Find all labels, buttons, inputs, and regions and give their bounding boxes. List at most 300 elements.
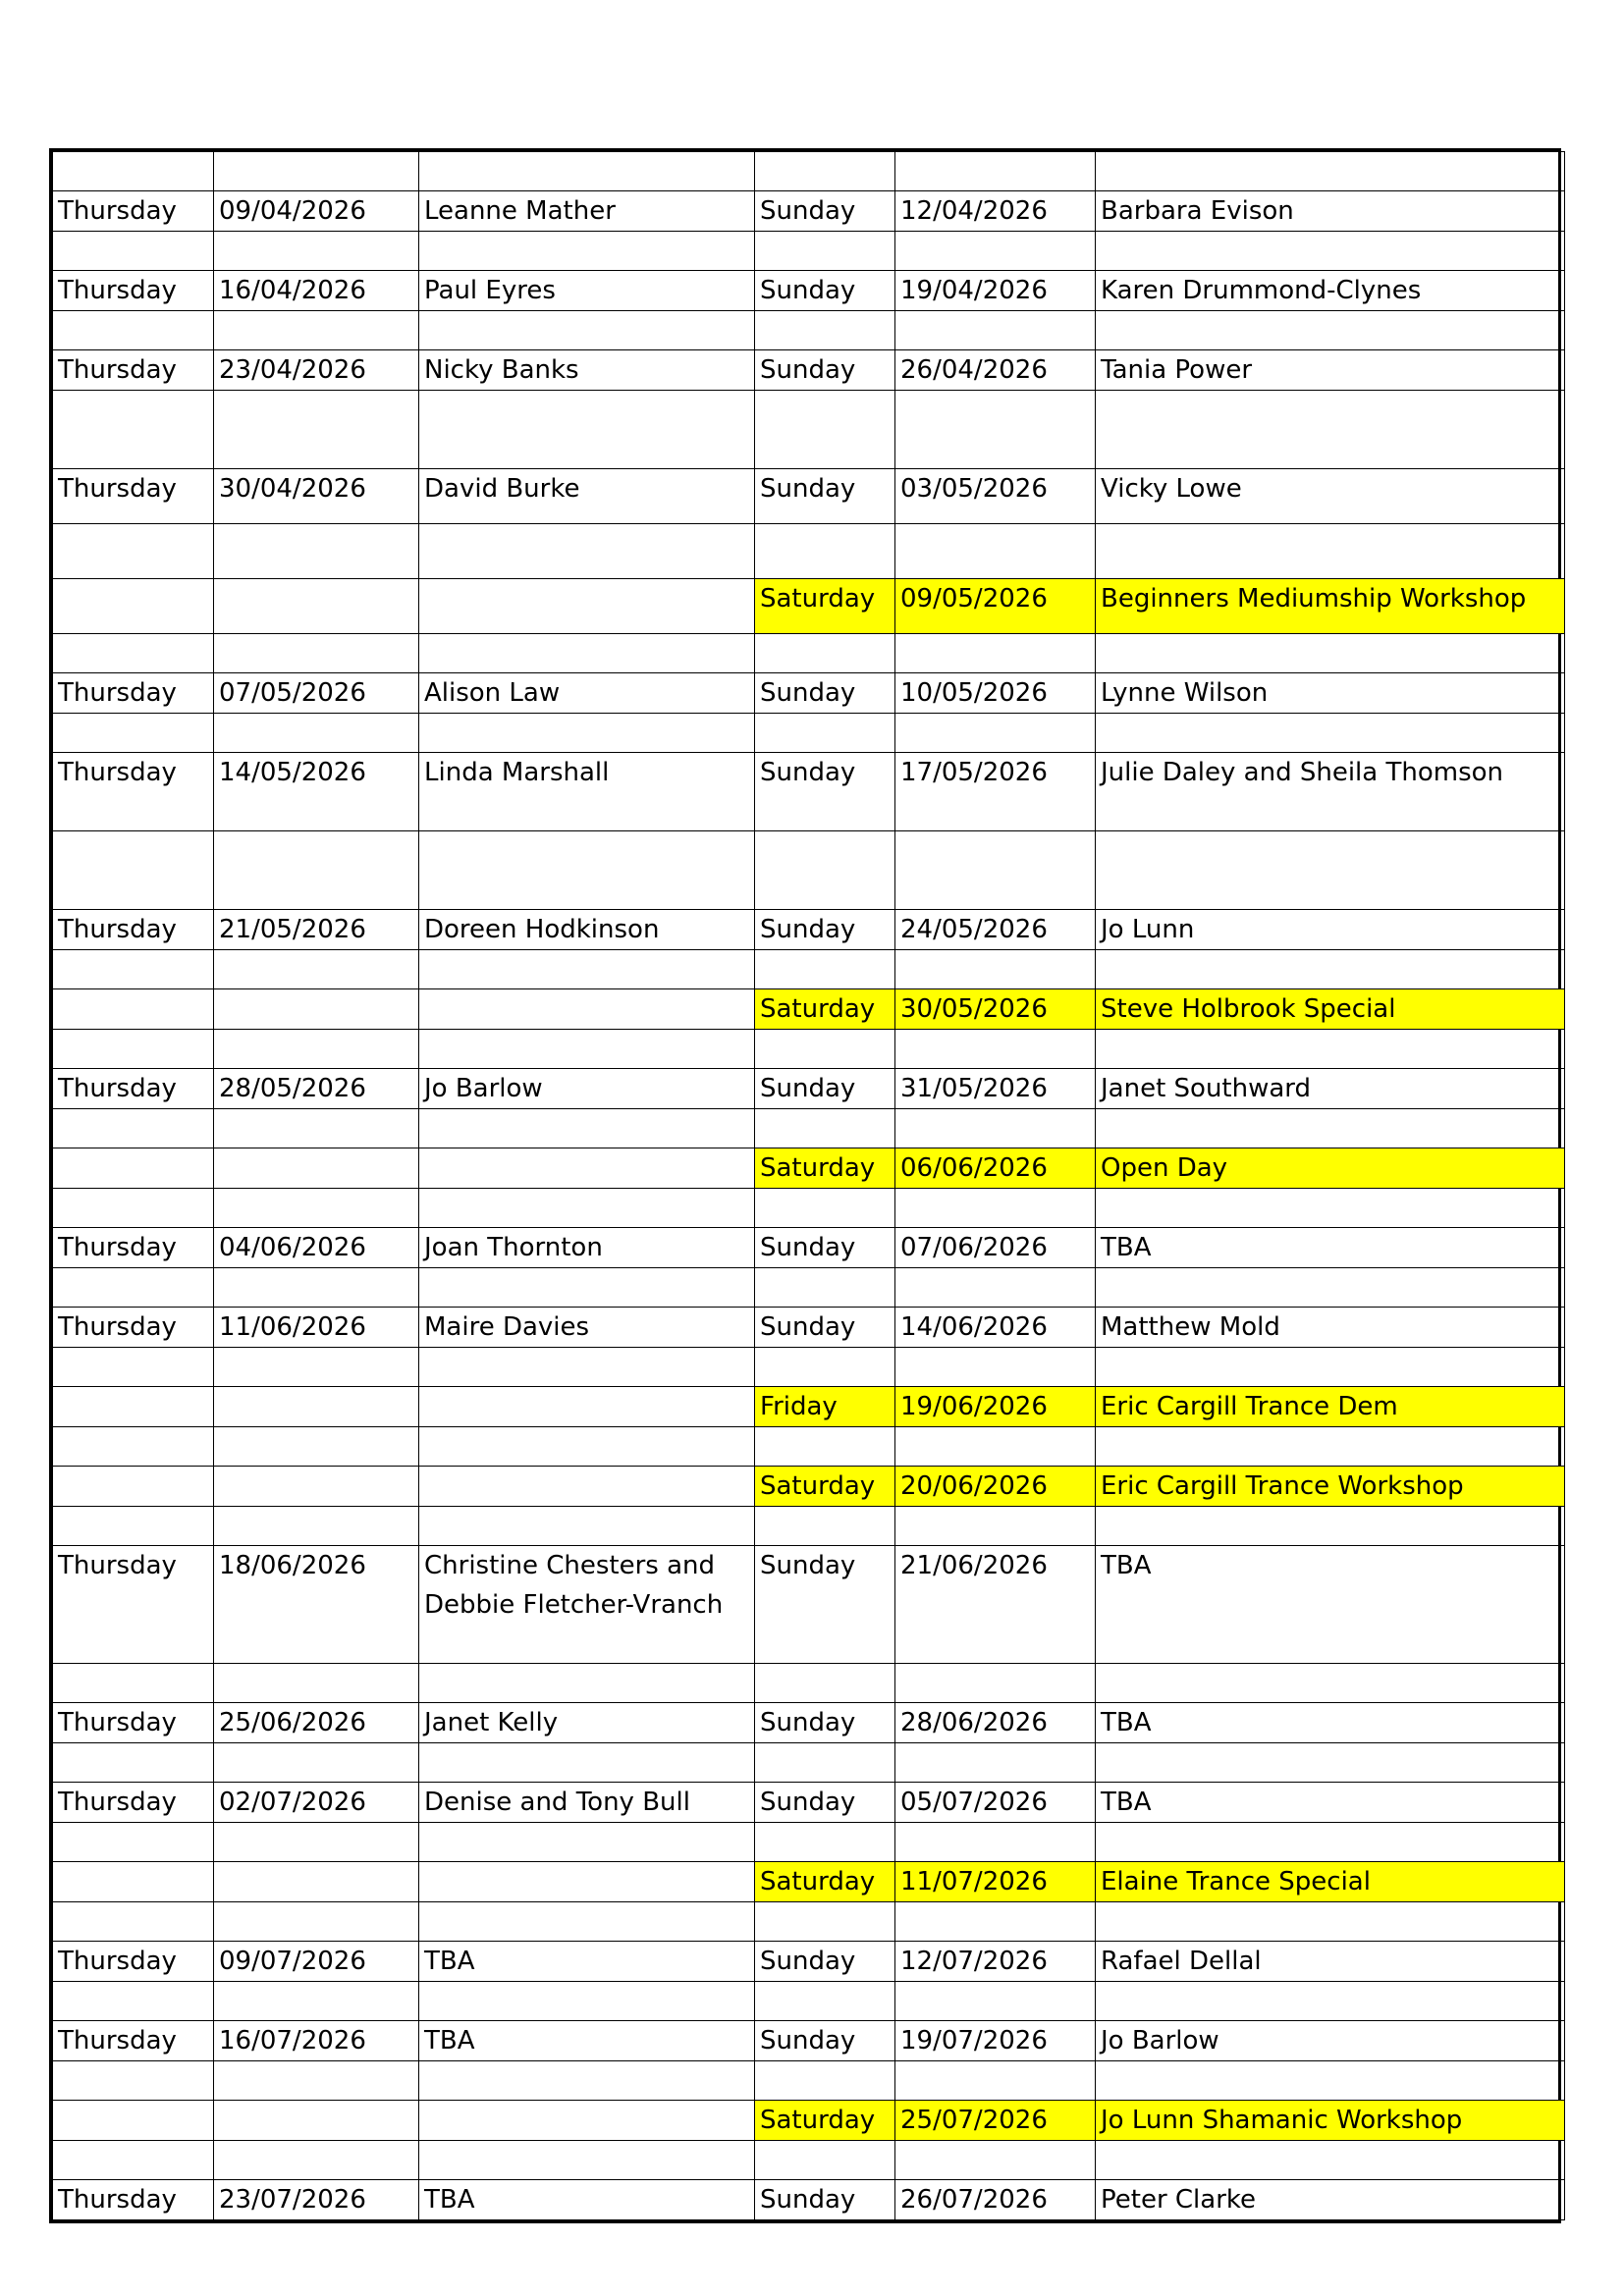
medium-sun-cell: Peter Clarke — [1096, 2180, 1565, 2220]
event-weekday-cell: Saturday — [755, 1862, 895, 1902]
empty-cell — [895, 232, 1096, 271]
weekday-thu-cell: Thursday — [53, 1942, 214, 1982]
medium-thu-cell: Doreen Hodkinson — [419, 910, 755, 950]
weekday-thu-cell: Thursday — [53, 271, 214, 311]
empty-cell — [53, 1664, 214, 1703]
weekday-thu-cell: Thursday — [53, 350, 214, 391]
date-sun-cell: 10/05/2026 — [895, 673, 1096, 714]
weekday-thu-cell: Thursday — [53, 2021, 214, 2061]
empty-cell — [53, 634, 214, 673]
weekday-sun-cell: Sunday — [755, 1942, 895, 1982]
medium-sun-cell: Janet Southward — [1096, 1069, 1565, 1109]
empty-cell — [419, 2141, 755, 2180]
empty-cell — [1096, 232, 1565, 271]
empty-cell — [214, 1743, 419, 1783]
weekday-thu-cell: Thursday — [53, 469, 214, 524]
event-date-cell: 30/05/2026 — [895, 989, 1096, 1030]
medium-thu-cell: Janet Kelly — [419, 1703, 755, 1743]
event-date-cell: 25/07/2026 — [895, 2101, 1096, 2141]
empty-cell — [419, 950, 755, 989]
spacer-row — [53, 1823, 1565, 1862]
empty-cell — [214, 1982, 419, 2021]
empty-cell — [214, 1507, 419, 1546]
empty-cell — [53, 714, 214, 753]
empty-cell — [214, 634, 419, 673]
event-weekday-cell: Saturday — [755, 1148, 895, 1189]
empty-cell — [214, 1664, 419, 1703]
empty-cell — [214, 1268, 419, 1308]
medium-thu-cell: Paul Eyres — [419, 271, 755, 311]
empty-cell — [214, 1148, 419, 1189]
medium-thu-cell: Linda Marshall — [419, 753, 755, 831]
empty-cell — [419, 1902, 755, 1942]
medium-sun-cell: Rafael Dellal — [1096, 1942, 1565, 1982]
weekday-sun-cell: Sunday — [755, 673, 895, 714]
empty-cell — [895, 1189, 1096, 1228]
empty-cell — [1096, 1348, 1565, 1387]
empty-cell — [755, 2141, 895, 2180]
empty-cell — [419, 1467, 755, 1507]
empty-cell — [214, 714, 419, 753]
date-sun-cell: 31/05/2026 — [895, 1069, 1096, 1109]
empty-cell — [755, 1823, 895, 1862]
empty-cell — [895, 1348, 1096, 1387]
empty-cell — [755, 524, 895, 579]
empty-cell — [419, 1030, 755, 1069]
spacer-row — [53, 1268, 1565, 1308]
empty-cell — [53, 1902, 214, 1942]
event-weekday-cell: Saturday — [755, 989, 895, 1030]
date-thu-cell: 16/07/2026 — [214, 2021, 419, 2061]
spacer-row — [53, 1427, 1565, 1467]
empty-cell — [214, 950, 419, 989]
weekday-sun-cell: Sunday — [755, 271, 895, 311]
empty-cell — [419, 634, 755, 673]
date-thu-cell: 04/06/2026 — [214, 1228, 419, 1268]
empty-cell — [214, 1427, 419, 1467]
weekday-thu-cell: Thursday — [53, 1703, 214, 1743]
date-sun-cell: 17/05/2026 — [895, 753, 1096, 831]
empty-cell — [1096, 1743, 1565, 1783]
date-thu-cell: 28/05/2026 — [214, 1069, 419, 1109]
empty-cell — [895, 524, 1096, 579]
table-row — [53, 1783, 1565, 1823]
weekday-sun-cell: Sunday — [755, 350, 895, 391]
spacer-row — [53, 311, 1565, 350]
medium-sun-cell: TBA — [1096, 1546, 1565, 1664]
special-event-row — [53, 1387, 1565, 1427]
table-row — [53, 2021, 1565, 2061]
table-row — [53, 1069, 1565, 1109]
empty-cell — [1096, 1507, 1565, 1546]
spacer-row — [53, 2141, 1565, 2180]
empty-cell — [53, 391, 214, 469]
empty-cell — [419, 831, 755, 910]
empty-cell — [419, 1507, 755, 1546]
weekday-thu-cell: Thursday — [53, 2180, 214, 2220]
empty-cell — [895, 1743, 1096, 1783]
empty-cell — [53, 1467, 214, 1507]
date-sun-cell: 14/06/2026 — [895, 1308, 1096, 1348]
empty-cell — [755, 1743, 895, 1783]
medium-thu-cell: Christine Chesters and Debbie Fletcher-Vranch — [419, 1546, 755, 1664]
date-thu-cell: 09/07/2026 — [214, 1942, 419, 1982]
empty-cell — [419, 2061, 755, 2101]
weekday-sun-cell: Sunday — [755, 191, 895, 232]
weekday-thu-cell: Thursday — [53, 191, 214, 232]
empty-cell — [419, 152, 755, 191]
spacer-row — [53, 1902, 1565, 1942]
date-thu-cell: 11/06/2026 — [214, 1308, 419, 1348]
empty-cell — [755, 391, 895, 469]
table-row — [53, 469, 1565, 524]
empty-cell — [755, 1664, 895, 1703]
empty-cell — [1096, 2141, 1565, 2180]
empty-cell — [53, 152, 214, 191]
weekday-thu-cell: Thursday — [53, 1783, 214, 1823]
empty-cell — [419, 391, 755, 469]
event-date-cell: 19/06/2026 — [895, 1387, 1096, 1427]
weekday-thu-cell: Thursday — [53, 1308, 214, 1348]
medium-thu-cell: Joan Thornton — [419, 1228, 755, 1268]
empty-cell — [53, 1427, 214, 1467]
date-sun-cell: 12/07/2026 — [895, 1942, 1096, 1982]
empty-cell — [214, 311, 419, 350]
empty-cell — [895, 1902, 1096, 1942]
spacer-row — [53, 1189, 1565, 1228]
medium-thu-cell: Nicky Banks — [419, 350, 755, 391]
event-title-cell: Beginners Mediumship Workshop — [1096, 579, 1565, 634]
table-row — [53, 1308, 1565, 1348]
empty-cell — [419, 579, 755, 634]
schedule-sheet — [49, 148, 1561, 2223]
empty-cell — [53, 2061, 214, 2101]
medium-sun-cell: Julie Daley and Sheila Thomson — [1096, 753, 1565, 831]
empty-cell — [1096, 2061, 1565, 2101]
empty-cell — [755, 950, 895, 989]
empty-cell — [214, 579, 419, 634]
event-title-cell: Open Day — [1096, 1148, 1565, 1189]
event-weekday-cell: Saturday — [755, 1467, 895, 1507]
empty-cell — [53, 1982, 214, 2021]
empty-cell — [895, 1507, 1096, 1546]
date-thu-cell: 30/04/2026 — [214, 469, 419, 524]
empty-cell — [419, 1823, 755, 1862]
event-title-cell: Eric Cargill Trance Dem — [1096, 1387, 1565, 1427]
empty-cell — [755, 1507, 895, 1546]
event-weekday-cell: Friday — [755, 1387, 895, 1427]
medium-thu-cell: Denise and Tony Bull — [419, 1783, 755, 1823]
spacer-row — [53, 152, 1565, 191]
empty-cell — [895, 2141, 1096, 2180]
empty-cell — [1096, 1902, 1565, 1942]
special-event-row — [53, 1467, 1565, 1507]
empty-cell — [755, 152, 895, 191]
empty-cell — [1096, 311, 1565, 350]
date-sun-cell: 12/04/2026 — [895, 191, 1096, 232]
empty-cell — [755, 1268, 895, 1308]
medium-sun-cell: Barbara Evison — [1096, 191, 1565, 232]
empty-cell — [755, 232, 895, 271]
special-event-row — [53, 989, 1565, 1030]
date-sun-cell: 05/07/2026 — [895, 1783, 1096, 1823]
empty-cell — [419, 1268, 755, 1308]
date-sun-cell: 24/05/2026 — [895, 910, 1096, 950]
empty-cell — [895, 2061, 1096, 2101]
medium-thu-cell: Leanne Mather — [419, 191, 755, 232]
empty-cell — [53, 232, 214, 271]
empty-cell — [214, 1348, 419, 1387]
empty-cell — [755, 831, 895, 910]
weekday-sun-cell: Sunday — [755, 1546, 895, 1664]
empty-cell — [214, 1467, 419, 1507]
empty-cell — [1096, 1268, 1565, 1308]
special-event-row — [53, 1148, 1565, 1189]
spacer-row — [53, 1109, 1565, 1148]
empty-cell — [419, 1862, 755, 1902]
empty-cell — [53, 950, 214, 989]
spacer-row — [53, 950, 1565, 989]
empty-cell — [214, 2061, 419, 2101]
weekday-sun-cell: Sunday — [755, 2021, 895, 2061]
empty-cell — [419, 989, 755, 1030]
date-thu-cell: 09/04/2026 — [214, 191, 419, 232]
empty-cell — [214, 152, 419, 191]
weekday-sun-cell: Sunday — [755, 1703, 895, 1743]
empty-cell — [895, 1268, 1096, 1308]
empty-cell — [53, 831, 214, 910]
empty-cell — [895, 1982, 1096, 2021]
date-thu-cell: 18/06/2026 — [214, 1546, 419, 1664]
empty-cell — [53, 311, 214, 350]
date-thu-cell: 16/04/2026 — [214, 271, 419, 311]
empty-cell — [755, 634, 895, 673]
empty-cell — [214, 2101, 419, 2141]
weekday-sun-cell: Sunday — [755, 1783, 895, 1823]
empty-cell — [53, 1743, 214, 1783]
empty-cell — [895, 1109, 1096, 1148]
empty-cell — [53, 524, 214, 579]
date-thu-cell: 21/05/2026 — [214, 910, 419, 950]
empty-cell — [1096, 1030, 1565, 1069]
empty-cell — [53, 989, 214, 1030]
date-sun-cell: 28/06/2026 — [895, 1703, 1096, 1743]
empty-cell — [419, 714, 755, 753]
weekday-sun-cell: Sunday — [755, 753, 895, 831]
empty-cell — [214, 1823, 419, 1862]
weekday-sun-cell: Sunday — [755, 1308, 895, 1348]
empty-cell — [755, 2061, 895, 2101]
empty-cell — [53, 1109, 214, 1148]
empty-cell — [755, 1348, 895, 1387]
empty-cell — [419, 1743, 755, 1783]
empty-cell — [1096, 1427, 1565, 1467]
empty-cell — [895, 152, 1096, 191]
weekday-sun-cell: Sunday — [755, 2180, 895, 2220]
empty-cell — [895, 1664, 1096, 1703]
spacer-row — [53, 634, 1565, 673]
event-title-cell: Eric Cargill Trance Workshop — [1096, 1467, 1565, 1507]
medium-thu-cell: TBA — [419, 2021, 755, 2061]
empty-cell — [53, 2101, 214, 2141]
date-thu-cell: 23/07/2026 — [214, 2180, 419, 2220]
empty-cell — [419, 1664, 755, 1703]
spacer-row — [53, 714, 1565, 753]
empty-cell — [214, 1030, 419, 1069]
medium-sun-cell: Jo Lunn — [1096, 910, 1565, 950]
medium-sun-cell: Jo Barlow — [1096, 2021, 1565, 2061]
special-event-row — [53, 2101, 1565, 2141]
date-sun-cell: 21/06/2026 — [895, 1546, 1096, 1664]
empty-cell — [53, 579, 214, 634]
medium-sun-cell: TBA — [1096, 1703, 1565, 1743]
date-sun-cell: 19/07/2026 — [895, 2021, 1096, 2061]
weekday-thu-cell: Thursday — [53, 910, 214, 950]
spacer-row — [53, 831, 1565, 910]
empty-cell — [214, 1902, 419, 1942]
medium-thu-cell: Maire Davies — [419, 1308, 755, 1348]
empty-cell — [419, 524, 755, 579]
empty-cell — [755, 1109, 895, 1148]
table-row — [53, 1703, 1565, 1743]
weekday-sun-cell: Sunday — [755, 1069, 895, 1109]
empty-cell — [895, 1427, 1096, 1467]
event-title-cell: Jo Lunn Shamanic Workshop — [1096, 2101, 1565, 2141]
empty-cell — [53, 2141, 214, 2180]
date-sun-cell: 26/04/2026 — [895, 350, 1096, 391]
date-thu-cell: 07/05/2026 — [214, 673, 419, 714]
empty-cell — [1096, 152, 1565, 191]
medium-thu-cell: Alison Law — [419, 673, 755, 714]
empty-cell — [419, 1387, 755, 1427]
empty-cell — [895, 1030, 1096, 1069]
medium-sun-cell: Matthew Mold — [1096, 1308, 1565, 1348]
weekday-sun-cell: Sunday — [755, 910, 895, 950]
event-weekday-cell: Saturday — [755, 2101, 895, 2141]
empty-cell — [1096, 1109, 1565, 1148]
empty-cell — [755, 714, 895, 753]
schedule-body — [53, 152, 1565, 2220]
medium-sun-cell: Karen Drummond-Clynes — [1096, 271, 1565, 311]
event-date-cell: 11/07/2026 — [895, 1862, 1096, 1902]
medium-sun-cell: TBA — [1096, 1783, 1565, 1823]
spacer-row — [53, 1507, 1565, 1546]
empty-cell — [755, 1030, 895, 1069]
empty-cell — [53, 1189, 214, 1228]
empty-cell — [53, 1507, 214, 1546]
date-thu-cell: 25/06/2026 — [214, 1703, 419, 1743]
spacer-row — [53, 524, 1565, 579]
weekday-thu-cell: Thursday — [53, 1069, 214, 1109]
medium-thu-cell: David Burke — [419, 469, 755, 524]
event-date-cell: 20/06/2026 — [895, 1467, 1096, 1507]
table-row — [53, 673, 1565, 714]
empty-cell — [419, 2101, 755, 2141]
table-row — [53, 1228, 1565, 1268]
empty-cell — [53, 1148, 214, 1189]
empty-cell — [419, 1109, 755, 1148]
empty-cell — [214, 1387, 419, 1427]
empty-cell — [1096, 831, 1565, 910]
weekday-thu-cell: Thursday — [53, 1546, 214, 1664]
medium-sun-cell: TBA — [1096, 1228, 1565, 1268]
empty-cell — [895, 1823, 1096, 1862]
event-title-cell: Elaine Trance Special — [1096, 1862, 1565, 1902]
medium-thu-cell: Jo Barlow — [419, 1069, 755, 1109]
empty-cell — [419, 311, 755, 350]
spacer-row — [53, 1348, 1565, 1387]
empty-cell — [419, 1148, 755, 1189]
date-sun-cell: 19/04/2026 — [895, 271, 1096, 311]
date-sun-cell: 07/06/2026 — [895, 1228, 1096, 1268]
event-date-cell: 06/06/2026 — [895, 1148, 1096, 1189]
empty-cell — [214, 524, 419, 579]
special-event-row — [53, 1862, 1565, 1902]
spacer-row — [53, 1743, 1565, 1783]
table-row — [53, 753, 1565, 831]
empty-cell — [214, 391, 419, 469]
event-title-cell: Steve Holbrook Special — [1096, 989, 1565, 1030]
empty-cell — [214, 1189, 419, 1228]
weekday-sun-cell: Sunday — [755, 1228, 895, 1268]
medium-sun-cell: Vicky Lowe — [1096, 469, 1565, 524]
weekday-thu-cell: Thursday — [53, 673, 214, 714]
table-row — [53, 271, 1565, 311]
empty-cell — [895, 831, 1096, 910]
empty-cell — [419, 232, 755, 271]
empty-cell — [895, 391, 1096, 469]
empty-cell — [53, 1268, 214, 1308]
empty-cell — [755, 1902, 895, 1942]
table-row — [53, 1546, 1565, 1664]
table-row — [53, 910, 1565, 950]
weekday-thu-cell: Thursday — [53, 753, 214, 831]
empty-cell — [1096, 714, 1565, 753]
empty-cell — [755, 1982, 895, 2021]
medium-sun-cell: Tania Power — [1096, 350, 1565, 391]
empty-cell — [1096, 524, 1565, 579]
medium-thu-cell: TBA — [419, 1942, 755, 1982]
empty-cell — [1096, 391, 1565, 469]
event-weekday-cell: Saturday — [755, 579, 895, 634]
empty-cell — [419, 1189, 755, 1228]
spacer-row — [53, 1982, 1565, 2021]
empty-cell — [1096, 634, 1565, 673]
empty-cell — [895, 950, 1096, 989]
special-event-row — [53, 579, 1565, 634]
empty-cell — [53, 1030, 214, 1069]
spacer-row — [53, 1664, 1565, 1703]
empty-cell — [214, 1109, 419, 1148]
empty-cell — [214, 1862, 419, 1902]
empty-cell — [1096, 1823, 1565, 1862]
event-date-cell: 09/05/2026 — [895, 579, 1096, 634]
date-thu-cell: 14/05/2026 — [214, 753, 419, 831]
empty-cell — [214, 831, 419, 910]
date-sun-cell: 26/07/2026 — [895, 2180, 1096, 2220]
empty-cell — [419, 1427, 755, 1467]
spacer-row — [53, 232, 1565, 271]
weekday-thu-cell: Thursday — [53, 1228, 214, 1268]
empty-cell — [895, 634, 1096, 673]
empty-cell — [755, 311, 895, 350]
date-thu-cell: 02/07/2026 — [214, 1783, 419, 1823]
empty-cell — [1096, 950, 1565, 989]
date-sun-cell: 03/05/2026 — [895, 469, 1096, 524]
empty-cell — [419, 1348, 755, 1387]
weekday-sun-cell: Sunday — [755, 469, 895, 524]
empty-cell — [895, 311, 1096, 350]
